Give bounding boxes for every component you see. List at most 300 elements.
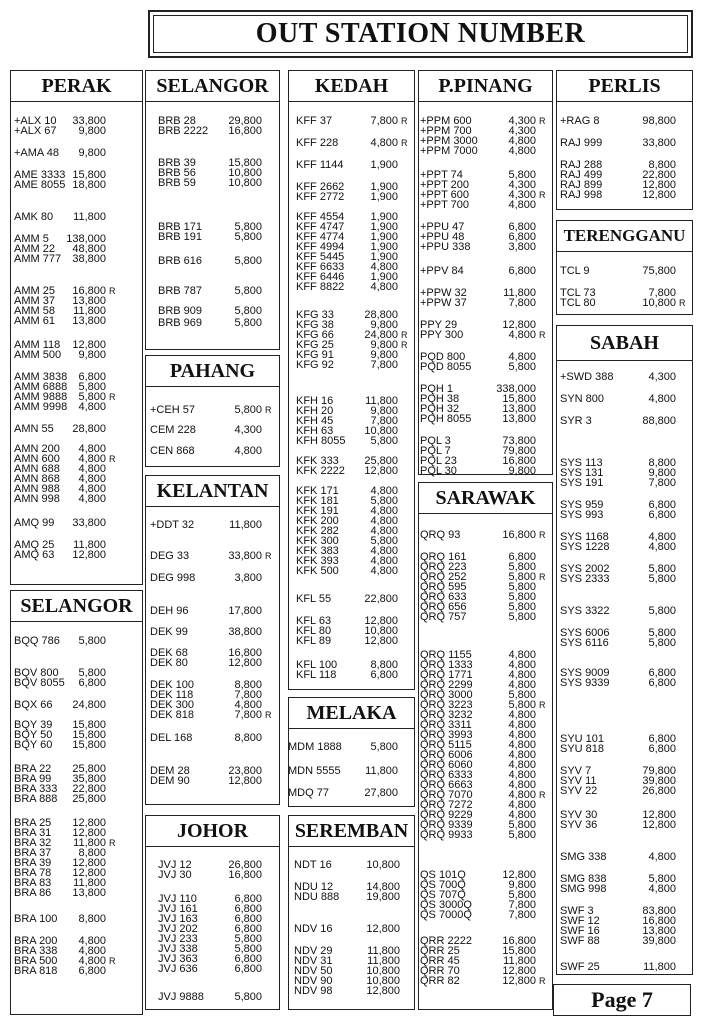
station-code: BRA 818: [14, 965, 58, 977]
price-value: 4,800: [508, 719, 536, 731]
price-value: 13,800: [502, 403, 536, 415]
price-value: 26,800: [228, 859, 262, 871]
price-value: 10,800: [366, 859, 400, 871]
price-value: 22,800: [364, 593, 398, 605]
station-code: QRQ 3232: [420, 709, 473, 721]
price-value: 5,800: [508, 581, 536, 593]
station-code: KFK 500: [296, 565, 339, 577]
station-code: SMG 338: [560, 851, 607, 863]
station-code: KFL 80: [296, 625, 332, 637]
station-code: DEM 28: [150, 765, 190, 777]
price-value: 16,800: [228, 869, 262, 881]
station-code: QRQ 9933: [420, 829, 473, 841]
price-value: 15,800: [72, 169, 106, 181]
station-code: KFF 4747: [296, 221, 345, 233]
station-code: NDU 12: [294, 881, 334, 893]
price-value: 22,800: [72, 783, 106, 795]
station-code: SWF 12: [560, 915, 600, 927]
station-code: KFH 45: [296, 415, 334, 427]
price-value: 4,800: [234, 699, 262, 711]
section-heading: SEREMBAN: [288, 815, 415, 847]
station-code: +PPM 7000: [420, 145, 478, 157]
station-code: QS 700Q: [420, 879, 466, 891]
price-value: 12,800: [502, 319, 536, 331]
price-value: 5,800: [234, 317, 262, 329]
price-value: 4,800: [648, 393, 676, 405]
price-value: 5,800: [508, 699, 536, 711]
station-code: AMM 9998: [14, 401, 68, 413]
station-code: BRB 969: [158, 317, 203, 329]
station-code: AMQ 25: [14, 539, 55, 551]
station-code: SYS 131: [560, 467, 604, 479]
section-heading: P.PINANG: [418, 70, 553, 102]
price-value: 4,800: [78, 453, 106, 465]
price-value: 10,800: [366, 965, 400, 977]
station-code: DEK 300: [150, 699, 195, 711]
station-code: QRQ 6663: [420, 779, 473, 791]
price-value: 16,800: [72, 285, 106, 297]
price-value: 7,800: [508, 899, 536, 911]
price-value: 13,800: [502, 413, 536, 425]
price-value: 5,800: [234, 943, 262, 955]
price-value: 1,900: [370, 241, 398, 253]
station-code: BRA 31: [14, 827, 52, 839]
price-value: 6,800: [234, 963, 262, 975]
station-code: SYS 1228: [560, 541, 610, 553]
price-value: 11,800: [367, 955, 400, 967]
reserved-mark: R: [539, 530, 546, 540]
station-code: QRQ 93: [420, 529, 461, 541]
station-code: SWF 3: [560, 905, 594, 917]
station-code: QRQ 3223: [420, 699, 473, 711]
price-value: 5,800: [648, 605, 676, 617]
station-code: KFK 191: [296, 505, 339, 517]
station-code: BRB 191: [158, 231, 203, 243]
station-code: +PPU 48: [420, 231, 465, 243]
station-code: KFG 33: [296, 309, 334, 321]
station-code: AMM 61: [14, 315, 55, 327]
price-value: 6,800: [648, 677, 676, 689]
price-value: 16,800: [502, 455, 536, 467]
station-code: AMM 25: [14, 285, 55, 297]
station-code: AMN 988: [14, 483, 60, 495]
price-value: 12,800: [72, 339, 106, 351]
section-heading: PAHANG: [145, 355, 280, 387]
price-value: 11,800: [73, 837, 106, 849]
section-heading: SARAWAK: [418, 482, 553, 514]
station-code: QRR 45: [420, 955, 460, 967]
price-value: 4,300: [508, 189, 536, 201]
price-value: 7,800: [648, 287, 676, 299]
section-heading: KELANTAN: [145, 475, 280, 507]
station-code: SYS 9009: [560, 667, 610, 679]
station-code: SYS 6006: [560, 627, 610, 639]
station-code: +PPM 3000: [420, 135, 478, 147]
station-code: NDV 50: [294, 965, 333, 977]
station-code: KFK 2222: [296, 465, 345, 477]
station-code: DEK 99: [150, 626, 188, 638]
station-code: QRQ 1771: [420, 669, 473, 681]
price-value: 12,800: [364, 465, 398, 477]
price-value: 11,800: [73, 305, 106, 317]
station-code: QRQ 1155: [420, 649, 472, 661]
station-code: AMN 998: [14, 493, 60, 505]
price-value: 12,800: [72, 857, 106, 869]
station-code: SYU 101: [560, 733, 605, 745]
price-value: 88,800: [642, 415, 676, 427]
price-value: 5,800: [78, 667, 106, 679]
price-value: 16,800: [228, 125, 262, 137]
price-value: 12,800: [72, 867, 106, 879]
price-value: 33,800: [72, 115, 106, 127]
station-code: KFG 66: [296, 329, 334, 341]
station-code: PQL 30: [420, 465, 457, 477]
station-code: KFL 63: [296, 615, 332, 627]
price-value: 35,800: [72, 773, 106, 785]
station-code: SYV 11: [560, 775, 597, 787]
station-code: MDQ 77: [288, 787, 329, 799]
price-value: 10,800: [364, 625, 398, 637]
station-code: TCL 80: [560, 297, 596, 309]
price-value: 5,800: [648, 627, 676, 639]
price-value: 15,800: [502, 945, 536, 957]
station-code: QRQ 5115: [420, 739, 472, 751]
station-code: +PPW 37: [420, 297, 467, 309]
station-code: NDT 16: [294, 859, 332, 871]
price-value: 138,000: [66, 233, 106, 245]
station-code: RAJ 288: [560, 159, 603, 171]
price-value: 12,800: [364, 635, 398, 647]
reserved-mark: R: [539, 790, 546, 800]
station-code: QS 707Q: [420, 889, 466, 901]
station-code: QRQ 7070: [420, 789, 473, 801]
section-heading: KEDAH: [288, 70, 415, 102]
price-value: 7,800: [370, 415, 398, 427]
price-value: 6,800: [508, 265, 536, 277]
station-code: SYS 3322: [560, 605, 610, 617]
station-code: QRQ 3311: [420, 719, 472, 731]
price-value: 7,800: [234, 689, 262, 701]
price-value: 11,800: [73, 211, 106, 223]
station-code: BRA 83: [14, 877, 52, 889]
station-code: KFH 20: [296, 405, 334, 417]
station-code: SWF 88: [560, 935, 600, 947]
station-code: BRA 500: [14, 955, 58, 967]
price-value: 11,800: [229, 519, 262, 531]
price-value: 33,800: [228, 550, 262, 562]
price-value: 6,800: [78, 965, 106, 977]
price-value: 15,800: [502, 393, 536, 405]
price-value: 9,800: [648, 467, 676, 479]
price-value: 4,800: [508, 659, 536, 671]
price-value: 12,800: [502, 965, 536, 977]
station-code: NDV 16: [294, 923, 333, 935]
price-value: 5,800: [508, 889, 536, 901]
reserved-mark: R: [539, 116, 546, 126]
station-code: PPY 29: [420, 319, 458, 331]
price-value: 73,800: [502, 435, 536, 447]
station-code: QRQ 757: [420, 611, 467, 623]
price-value: 4,800: [508, 351, 536, 363]
price-value: 1,900: [370, 191, 398, 203]
price-value: 5,800: [370, 435, 398, 447]
price-value: 6,800: [648, 743, 676, 755]
station-code: JVJ 163: [158, 913, 198, 925]
price-value: 6,800: [234, 903, 262, 915]
station-code: BRA 100: [14, 913, 58, 925]
station-code: BRB 39: [158, 157, 196, 169]
price-value: 4,800: [508, 759, 536, 771]
price-value: 24,800: [72, 699, 106, 711]
price-value: 17,800: [228, 605, 262, 617]
price-value: 4,800: [648, 883, 676, 895]
station-code: +PPM 600: [420, 115, 472, 127]
station-code: DEK 100: [150, 679, 195, 691]
section-heading: JOHOR: [145, 815, 280, 847]
price-value: 79,800: [502, 445, 536, 457]
station-code: BRB 59: [158, 177, 196, 189]
price-value: 5,800: [508, 169, 536, 181]
station-code: BRB 616: [158, 255, 203, 267]
station-code: KFK 300: [296, 535, 339, 547]
price-value: 18,800: [72, 179, 106, 191]
station-code: MDN 5555: [288, 765, 341, 777]
station-code: RAJ 499: [560, 169, 603, 181]
station-code: QRQ 633: [420, 591, 467, 603]
price-value: 4,800: [78, 955, 106, 967]
reserved-mark: R: [401, 340, 408, 350]
station-code: AMN 868: [14, 473, 60, 485]
price-value: 10,800: [366, 975, 400, 987]
price-value: 25,800: [72, 793, 106, 805]
price-value: 4,800: [370, 515, 398, 527]
price-value: 1,900: [370, 181, 398, 193]
station-code: DEK 118: [150, 689, 194, 701]
station-code: +DDT 32: [150, 519, 195, 531]
price-value: 4,300: [508, 115, 536, 127]
price-value: 4,800: [508, 789, 536, 801]
price-value: 5,800: [234, 991, 262, 1003]
price-value: 4,800: [370, 281, 398, 293]
station-code: SMG 838: [560, 873, 607, 885]
section-heading: PERAK: [10, 70, 143, 102]
price-value: 338,000: [496, 383, 536, 395]
station-code: JVJ 161: [158, 903, 198, 915]
station-code: SWF 16: [560, 925, 600, 937]
station-code: QS 101Q: [420, 869, 466, 881]
price-value: 4,800: [648, 531, 676, 543]
price-value: 8,800: [234, 679, 262, 691]
station-code: DEM 90: [150, 775, 190, 787]
price-value: 13,800: [642, 925, 676, 937]
price-value: 25,800: [72, 763, 106, 775]
price-value: 12,800: [72, 817, 106, 829]
station-code: +PPT 700: [420, 199, 470, 211]
station-code: +PPU 47: [420, 221, 465, 233]
station-code: PQD 8055: [420, 361, 472, 373]
price-value: 1,900: [370, 251, 398, 263]
station-code: TCL 73: [560, 287, 596, 299]
station-code: KFF 4554: [296, 211, 345, 223]
station-code: QS 7000Q: [420, 909, 472, 921]
price-value: 4,300: [508, 179, 536, 191]
price-value: 4,800: [508, 799, 536, 811]
station-code: NDV 98: [294, 985, 333, 997]
station-code: DEH 96: [150, 605, 189, 617]
price-value: 38,800: [72, 253, 106, 265]
station-code: QRQ 3000: [420, 689, 473, 701]
price-value: 4,800: [370, 261, 398, 273]
station-code: +PPT 200: [420, 179, 470, 191]
price-value: 12,800: [72, 827, 106, 839]
price-value: 10,800: [228, 177, 262, 189]
price-value: 5,800: [508, 611, 536, 623]
station-code: KFF 5445: [296, 251, 345, 263]
station-code: BRA 99: [14, 773, 52, 785]
price-value: 5,800: [234, 221, 262, 233]
station-code: DEK 818: [150, 709, 195, 721]
section-heading: PERLIS: [556, 70, 693, 102]
station-code: RAJ 899: [560, 179, 603, 191]
station-code: AME 8055: [14, 179, 66, 191]
price-value: 1,900: [370, 231, 398, 243]
price-value: 23,800: [228, 765, 262, 777]
price-value: 5,800: [648, 873, 676, 885]
station-code: BRB 56: [158, 167, 196, 179]
station-code: AMM 6888: [14, 381, 68, 393]
price-value: 12,800: [502, 869, 536, 881]
station-code: +PPV 84: [420, 265, 464, 277]
price-value: 83,800: [642, 905, 676, 917]
price-value: 25,800: [364, 455, 398, 467]
price-value: 5,800: [78, 391, 106, 403]
station-code: KFG 38: [296, 319, 334, 331]
price-value: 10,800: [642, 297, 676, 309]
station-code: AMN 200: [14, 443, 60, 455]
price-value: 5,800: [508, 819, 536, 831]
price-value: 10,800: [364, 425, 398, 437]
station-code: KFK 200: [296, 515, 339, 527]
reserved-mark: R: [265, 710, 272, 720]
station-code: KFF 37: [296, 115, 333, 127]
reserved-mark: R: [109, 392, 116, 402]
price-value: 6,800: [648, 667, 676, 679]
price-value: 5,800: [234, 933, 262, 945]
station-code: KFF 2772: [296, 191, 345, 203]
station-code: BRA 200: [14, 935, 58, 947]
price-value: 5,800: [234, 255, 262, 267]
station-code: QRQ 223: [420, 561, 467, 573]
price-value: 8,800: [370, 659, 398, 671]
station-code: SYS 113: [560, 457, 603, 469]
price-value: 5,800: [508, 689, 536, 701]
station-code: BRA 888: [14, 793, 58, 805]
price-value: 15,800: [72, 719, 106, 731]
station-code: SYN 800: [560, 393, 605, 405]
station-code: KFL 89: [296, 635, 332, 647]
price-value: 16,800: [502, 935, 536, 947]
price-value: 29,800: [228, 115, 262, 127]
price-value: 4,800: [508, 809, 536, 821]
price-value: 11,800: [503, 287, 536, 299]
price-value: 1,900: [370, 221, 398, 233]
station-code: KFH 8055: [296, 435, 346, 447]
station-code: SYS 6116: [560, 637, 609, 649]
station-code: JVJ 110: [158, 893, 197, 905]
price-value: 8,800: [234, 732, 262, 744]
price-value: 12,800: [366, 923, 400, 935]
price-value: 4,800: [508, 199, 536, 211]
price-value: 9,800: [78, 147, 106, 159]
price-value: 6,800: [648, 499, 676, 511]
station-code: BRA 39: [14, 857, 52, 869]
station-code: DEG 998: [150, 572, 196, 584]
price-value: 9,800: [370, 319, 398, 331]
station-code: AMQ 63: [14, 549, 55, 561]
station-code: NDV 29: [294, 945, 333, 957]
price-value: 4,800: [78, 401, 106, 413]
price-value: 4,800: [78, 945, 106, 957]
price-value: 4,800: [78, 935, 106, 947]
price-value: 4,800: [508, 779, 536, 791]
station-code: SYV 7: [560, 765, 592, 777]
station-code: JVJ 363: [158, 953, 198, 965]
station-code: KFH 63: [296, 425, 334, 437]
station-code: KFF 6633: [296, 261, 345, 273]
station-code: AMM 37: [14, 295, 55, 307]
price-value: 6,800: [78, 677, 106, 689]
station-code: +PPT 74: [420, 169, 463, 181]
price-value: 13,800: [72, 295, 106, 307]
reserved-mark: R: [109, 838, 116, 848]
price-value: 5,800: [508, 829, 536, 841]
price-value: 6,800: [234, 913, 262, 925]
price-value: 4,800: [370, 555, 398, 567]
station-code: KFF 228: [296, 137, 339, 149]
price-value: 4,800: [508, 669, 536, 681]
section-heading: MELAKA: [288, 697, 415, 729]
station-code: SYS 2002: [560, 563, 610, 575]
price-value: 4,800: [370, 545, 398, 557]
station-code: KFK 393: [296, 555, 339, 567]
station-code: KFF 4994: [296, 241, 345, 253]
price-value: 5,800: [508, 561, 536, 573]
price-value: 16,800: [228, 647, 262, 659]
station-code: BRA 22: [14, 763, 52, 775]
price-value: 4,800: [508, 729, 536, 741]
price-value: 4,300: [234, 424, 262, 436]
station-code: SYR 3: [560, 415, 592, 427]
station-code: PQH 38: [420, 393, 460, 405]
station-code: TCL 9: [560, 265, 590, 277]
price-value: 4,800: [648, 851, 676, 863]
price-value: 4,800: [508, 135, 536, 147]
station-code: BRB 909: [158, 305, 203, 317]
price-value: 12,800: [364, 615, 398, 627]
station-code: AMM 22: [14, 243, 55, 255]
station-code: JVJ 9888: [158, 991, 204, 1003]
price-value: 13,800: [72, 315, 106, 327]
price-value: 6,800: [234, 893, 262, 905]
section-heading: SELANGOR: [10, 590, 143, 622]
station-code: AMQ 99: [14, 517, 55, 529]
station-code: KFL 55: [296, 593, 332, 605]
station-code: SYS 993: [560, 509, 604, 521]
price-value: 28,800: [364, 309, 398, 321]
price-value: 98,800: [642, 115, 676, 127]
price-value: 5,800: [508, 361, 536, 373]
station-code: QRQ 6333: [420, 769, 473, 781]
